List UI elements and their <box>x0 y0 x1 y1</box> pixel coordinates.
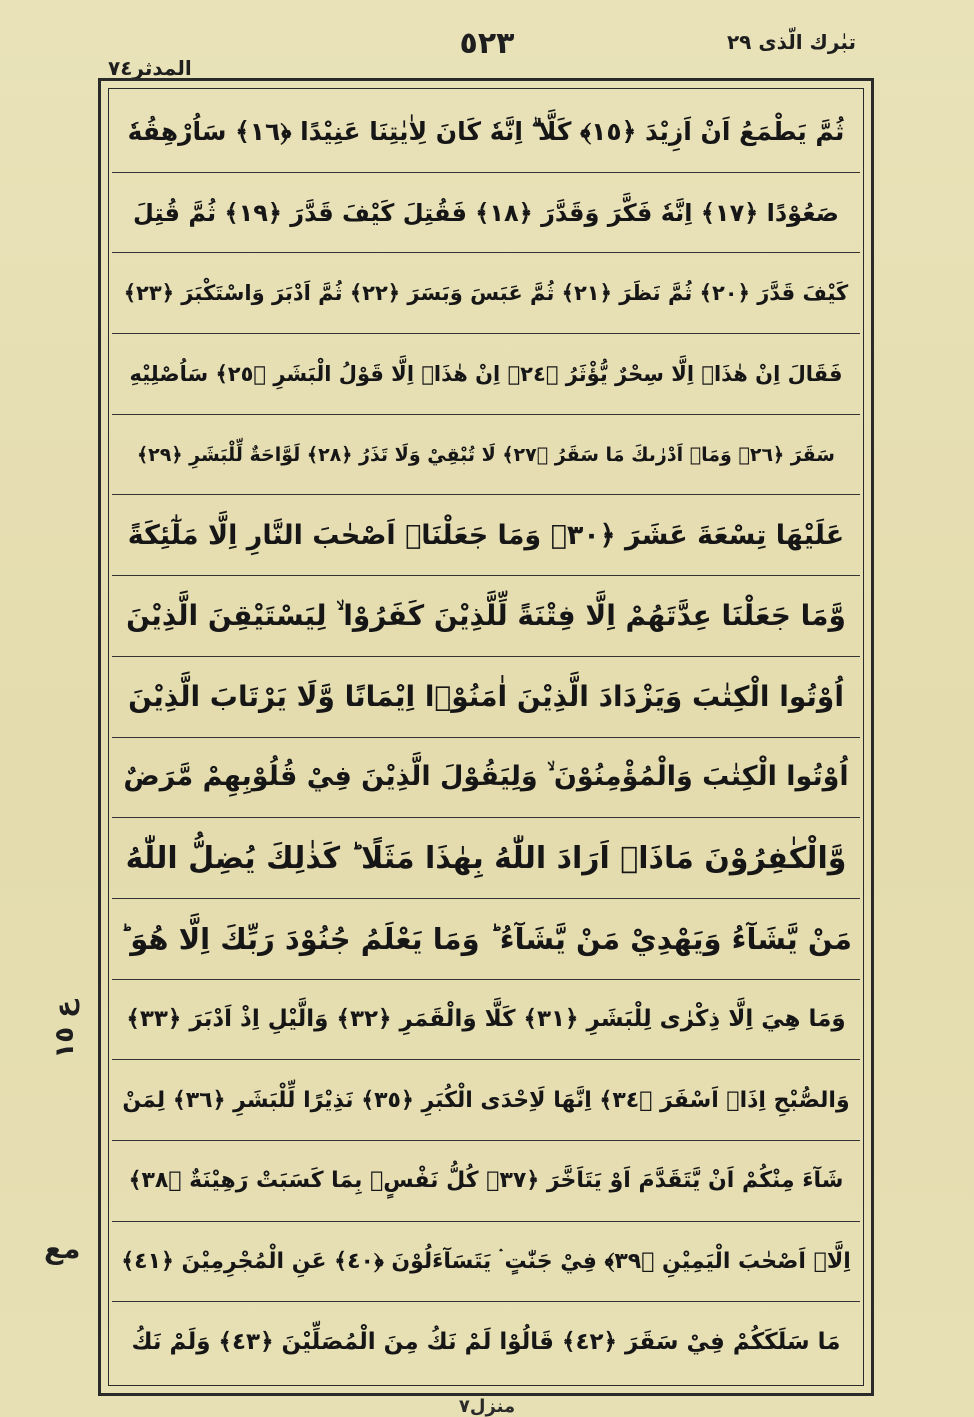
text-line: سَقَرَ ﴿٢٦﴾ وَمَاۤ اَدْرٰىكَ مَا سَقَرُ ﴿٢٧﴾ لَا تُبْقِيْ وَلَا تَذَرُ ﴿٢٨﴾ لَوَّاحَةٌ لِّلْبَشَرِ ﴿٢٩﴾ <box>112 415 860 496</box>
text-line: عَلَيْهَا تِسْعَةَ عَشَرَ ﴿٣٠﴾ وَمَا جَعَلْنَاۤ اَصْحٰبَ النَّارِ اِلَّا مَلٰٓئِكَةً <box>112 495 860 576</box>
text-line: ثُمَّ يَطْمَعُ اَنْ اَزِيْدَ ﴿١٥﴾ كَلَّا ۗ اِنَّهٗ كَانَ لِاٰيٰتِنَا عَنِيْدًا ﴿١٦﴾ سَاُرْهِقُهٗ <box>112 92 860 173</box>
text-line: وَمَا هِيَ اِلَّا ذِكْرٰى لِلْبَشَرِ ﴿٣١﴾ كَلَّا وَالْقَمَرِ ﴿٣٢﴾ وَالَّيْلِ اِذْ اَدْبَرَ ﴿٣٣﴾ <box>112 980 860 1061</box>
text-line: وَّالْكٰفِرُوْنَ مَاذَاۤ اَرَادَ اللّٰهُ بِهٰذَا مَثَلًا ؕ كَذٰلِكَ يُضِلُّ اللّٰهُ <box>112 818 860 899</box>
text-line: شَآءَ مِنْكُمْ اَنْ يَّتَقَدَّمَ اَوْ يَتَاَخَّرَ ﴿٣٧﴾ كُلُّ نَفْسٍۢ بِمَا كَسَبَتْ رَهِيْنَةٌ ﴿٣٨﴾ <box>112 1141 860 1222</box>
text-line: كَيْفَ قَدَّرَ ﴿٢٠﴾ ثُمَّ نَظَرَ ﴿٢١﴾ ثُمَّ عَبَسَ وَبَسَرَ ﴿٢٢﴾ ثُمَّ اَدْبَرَ وَاسْتَكْبَرَ ﴿٢٣﴾ <box>112 253 860 334</box>
text-line: وَالصُّبْحِ اِذَاۤ اَسْفَرَ ﴿٣٤﴾ اِنَّهَا لَاِحْدَى الْكُبَرِ ﴿٣٥﴾ نَذِيْرًا لِّلْبَشَرِ ﴿٣٦﴾ لِمَنْ <box>112 1060 860 1141</box>
surah-name: المدثر٧٤ <box>108 56 192 80</box>
text-line: اُوْتُوا الْكِتٰبَ وَيَزْدَادَ الَّذِيْنَ اٰمَنُوْۤا اِيْمَانًا وَّلَا يَرْتَابَ الَّذِيْنَ <box>112 657 860 738</box>
text-line: صَعُوْدًا ﴿١٧﴾ اِنَّهٗ فَكَّرَ وَقَدَّرَ ﴿١٨﴾ فَقُتِلَ كَيْفَ قَدَّرَ ﴿١٩﴾ ثُمَّ قُتِلَ <box>112 173 860 254</box>
text-line: اُوْتُوا الْكِتٰبَ وَالْمُؤْمِنُوْنَ ۙ وَلِيَقُوْلَ الَّذِيْنَ فِيْ قُلُوْبِهِمْ مَّرَضٌ <box>112 738 860 819</box>
text-block <box>112 92 860 1382</box>
ruku-marker: ع ١٥ <box>50 1000 80 1059</box>
juz-name: تبٰرك الّذى ٢٩ <box>726 30 856 54</box>
text-line: اِلَّاۤ اَصْحٰبَ الْيَمِيْنِ ﴿٣٩﴾ فِيْ جَنّٰتٍ ۛ يَتَسَآءَلُوْنَ ﴿٤٠﴾ عَنِ الْمُجْرِمِيْنَ ﴿٤١﴾ <box>112 1222 860 1303</box>
text-line: مَا سَلَكَكُمْ فِيْ سَقَرَ ﴿٤٢﴾ قَالُوْا لَمْ نَكُ مِنَ الْمُصَلِّيْنَ ﴿٤٣﴾ وَلَمْ نَكُ <box>131 1329 841 1356</box>
text-line: فَقَالَ اِنْ هٰذَاۤ اِلَّا سِحْرٌ يُّؤْثَرُ ﴿٢٤﴾ اِنْ هٰذَاۤ اِلَّا قَوْلُ الْبَشَرِ ﴿٢٥﴾ سَاُصْلِيْهِ <box>112 334 860 415</box>
mu-marker: مع <box>44 1232 81 1265</box>
text-line: مَنْ يَّشَآءُ وَيَهْدِيْ مَنْ يَّشَآءُ ؕ وَمَا يَعْلَمُ جُنُوْدَ رَبِّكَ اِلَّا هُوَ ؕ <box>112 899 860 980</box>
page-number: ٥٢٣ <box>459 26 515 61</box>
manzil-footer: منزل٧ <box>458 1396 516 1417</box>
text-line: وَّمَا جَعَلْنَا عِدَّتَهُمْ اِلَّا فِتْنَةً لِّلَّذِيْنَ كَفَرُوْا ۙ لِيَسْتَيْقِنَ الَّذِيْنَ <box>112 576 860 657</box>
